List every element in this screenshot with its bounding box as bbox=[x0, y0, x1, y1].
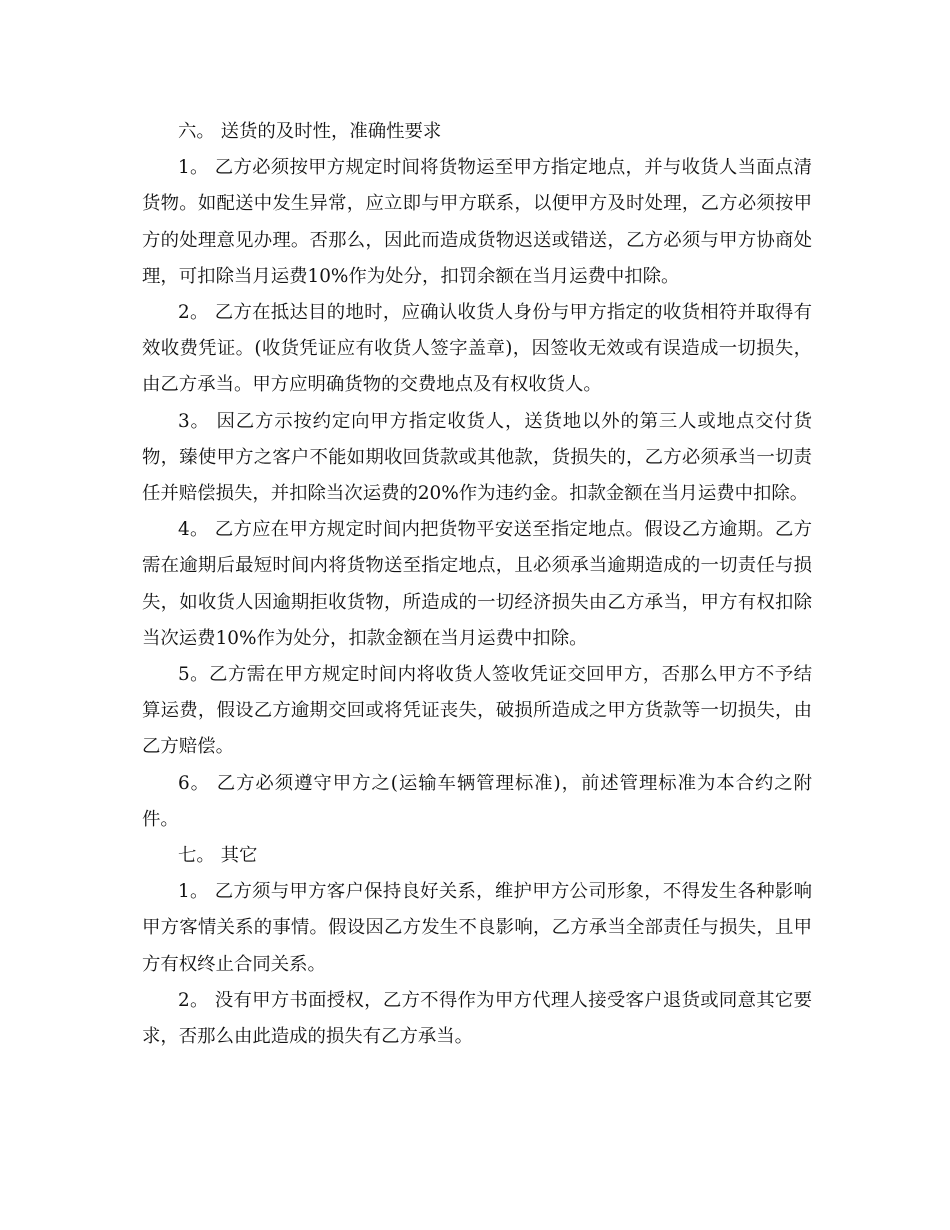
clause-6-6: 6。 乙方必须遵守甲方之(运输车辆管理标准)，前述管理标准为本合约之附件。 bbox=[142, 772, 812, 830]
clause-7-2: 2。 没有甲方书面授权，乙方不得作为甲方代理人接受客户退货或同意其它要求，否那么由此造成的损失有乙方承当。 bbox=[142, 989, 812, 1048]
clause-6-1: 1。 乙方必须按甲方规定时间将货物运至甲方指定地点，并与收货人当面点清货物。如配送中发生异常，应立即与甲方联系，以便甲方及时处理，乙方必须按甲方的处理意见办理。否那么，因此而造成货物迟送或错送，乙方必须与甲方协商处理，可扣除当月运费10%作为处分，扣罚余额在当月运费中扣除。 bbox=[142, 157, 812, 287]
clause-6-3: 3。 因乙方示按约定向甲方指定收货人，送货地以外的第三人或地点交付货物，臻使甲方之客户不能如期收回货款或其他款，货损失的，乙方必须承当一切责任并赔偿损失，并扣除当次运费的20%作为违约金。扣款金额在当月运费中扣除。 bbox=[142, 410, 812, 505]
clause-6-4: 4。 乙方应在甲方规定时间内把货物平安送至指定地点。假设乙方逾期。乙方需在逾期后最短时间内将货物送至指定地点，且必须承当逾期造成的一切责任与损失，如收货人因逾期拒收货物，所造成的一切经济损失由乙方承当，甲方有权扣除当次运费10%作为处分，扣款金额在当月运费中扣除。 bbox=[142, 519, 812, 649]
section-6-heading: 六。 送货的及时性，准确性要求 bbox=[178, 121, 442, 142]
clause-6-5: 5。乙方需在甲方规定时间内将收货人签收凭证交回甲方，否那么甲方不予结算运费，假设乙方逾期交回或将凭证丧失，破损所造成之甲方货款等一切损失，由乙方赔偿。 bbox=[142, 664, 812, 758]
clause-6-2: 2。 乙方在抵达目的地时，应确认收货人身份与甲方指定的收货相符并取得有效收费凭证。(收货凭证应有收货人签字盖章)，因签收无效或有误造成一切损失，由乙方承当。甲方应明确货物的交费地点及有权收货人。 bbox=[142, 302, 812, 396]
clause-7-1: 1。 乙方须与甲方客户保持良好关系，维护甲方公司形象，不得发生各种影响甲方客情关系的事情。假设因乙方发生不良影响，乙方承当全部责任与损失，且甲方有权终止合同关系。 bbox=[142, 881, 812, 975]
section-7-heading: 七。 其它 bbox=[178, 845, 258, 867]
document-body bbox=[142, 114, 812, 1055]
